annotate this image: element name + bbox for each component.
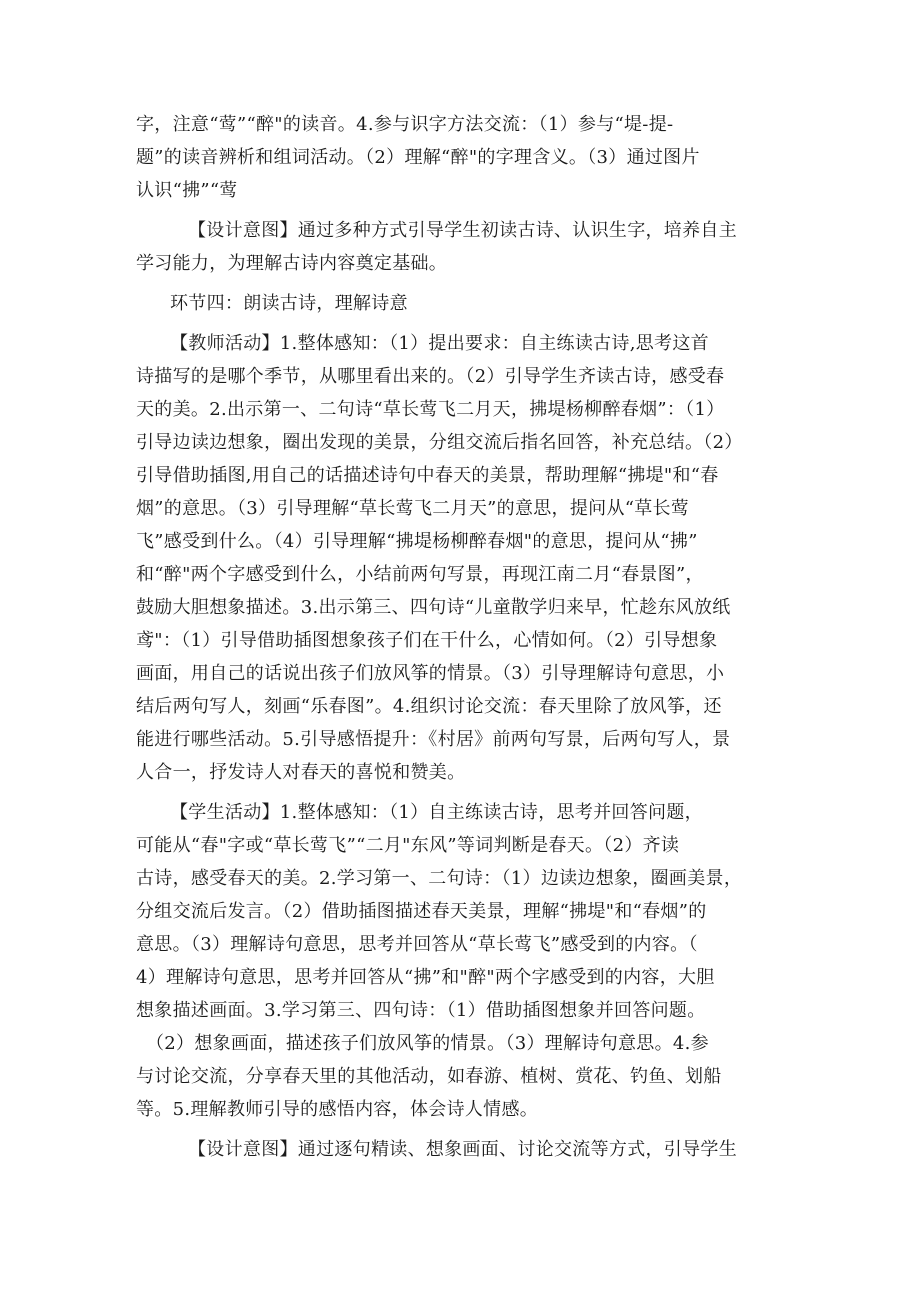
section-heading bbox=[136, 287, 792, 320]
text-line: 人合一，抒发诗人对春天的喜悦和赞美。 bbox=[136, 762, 466, 783]
paragraph-design-intent-1 bbox=[136, 214, 792, 280]
text-line: （2）想象画面，描述孩子们放风筝的情景。（3）理解诗句意思。4.参 bbox=[146, 1033, 709, 1054]
text-line: 烟”的意思。（3）引导理解“草长莺飞二月天”的意思，提问从“草长莺 bbox=[136, 498, 690, 519]
text-line: 等。5.理解教师引导的感悟内容，体会诗人情感。 bbox=[136, 1099, 539, 1120]
text-line: 飞”感受到什么。（4）引导理解“拂堤杨柳醉春烟"的意思，提问从“拂” bbox=[136, 531, 698, 552]
paragraph-teacher-activities bbox=[136, 327, 792, 789]
section-heading-text: 环节四：朗读古诗，理解诗意 bbox=[170, 293, 408, 314]
text-line: 天的美。2.出示第一、二句诗“草长莺飞二月天，拂堤杨柳醉春烟”：（1） bbox=[136, 399, 725, 420]
text-line: 能进行哪些活动。5.引导感悟提升：《村居》前两句写景，后两句写人，景 bbox=[136, 729, 731, 750]
paragraph-design-intent-2 bbox=[136, 1133, 792, 1166]
text-line: 【设计意图】通过逐句精读、想象画面、讨论交流等方式，引导学生 bbox=[188, 1139, 737, 1160]
text-line: 意思。（3）理解诗句意思，思考并回答从“草长莺飞”感受到的内容。（ bbox=[136, 934, 698, 955]
document-body bbox=[136, 108, 792, 1173]
text-line: 【学生活动】1.整体感知：（1）自主练读古诗，思考并回答问题， bbox=[170, 802, 703, 823]
text-line: 想象描述画面。3.学习第三、四句诗：（1）借助插图想象并回答问题。 bbox=[136, 1000, 706, 1021]
text-line: 可能从“春"字或“草长莺飞”“二月"东风”等词判断是春天。（2）齐读 bbox=[136, 835, 680, 856]
paragraph-student-activities bbox=[136, 796, 792, 1126]
text-line: 4）理解诗句意思，思考并回答从“拂”和"醉"两个字感受到的内容，大胆 bbox=[136, 967, 715, 988]
text-line: 诗描写的是哪个季节，从哪里看出来的。（2）引导学生齐读古诗，感受春 bbox=[136, 366, 725, 387]
text-line: 鸢"：（1）引导借助插图想象孩子们在干什么，心情如何。（2）引导想象 bbox=[136, 630, 718, 651]
text-line: 学习能力，为理解古诗内容奠定基础。 bbox=[136, 253, 448, 274]
text-line: 【教师活动】1.整体感知：（1）提出要求：自主练读古诗,思考这首 bbox=[170, 333, 709, 354]
text-line: 认识“拂”“莺 bbox=[136, 180, 238, 201]
text-line: 题”的读音辨析和组词活动。（2）理解“醉"的字理含义。（3）通过图片 bbox=[136, 147, 700, 168]
text-line: 【设计意图】通过多种方式引导学生初读古诗、认识生字，培养自主 bbox=[188, 220, 737, 241]
paragraph-literacy-activities bbox=[136, 108, 792, 207]
text-line: 结后两句写人，刻画“乐春图”。4.组织讨论交流：春天里除了放风筝，还 bbox=[136, 696, 722, 717]
text-line: 字，注意“莺”“醉"的读音。4.参与识字方法交流：（1）参与“堤-提- bbox=[136, 114, 674, 135]
text-line: 和“醉"两个字感受到什么，小结前两句写景，再现江南二月“春景图”， bbox=[136, 564, 704, 585]
text-line: 分组交流后发言。（2）借助插图描述春天美景，理解“拂堤"和“春烟”的 bbox=[136, 901, 707, 922]
text-line: 鼓励大胆想象描述。3.出示第三、四句诗“儿童散学归来早，忙趁东风放纸 bbox=[136, 597, 731, 618]
text-line: 引导借助插图,用自己的话描述诗句中春天的美景，帮助理解“拂堤"和“春 bbox=[136, 465, 719, 486]
text-line: 与讨论交流，分享春天里的其他活动，如春游、植树、赏花、钓鱼、划船 bbox=[136, 1066, 722, 1087]
text-line: 画面，用自己的话说出孩子们放风筝的情景。（3）引导理解诗句意思，小 bbox=[136, 663, 725, 684]
text-line: 引导边读边想象，圈出发现的美景，分组交流后指名回答，补充总结。（2） bbox=[136, 432, 743, 453]
text-line: 古诗，感受春天的美。2.学习第一、二句诗：（1）边读边想象，圈画美景， bbox=[136, 868, 743, 889]
